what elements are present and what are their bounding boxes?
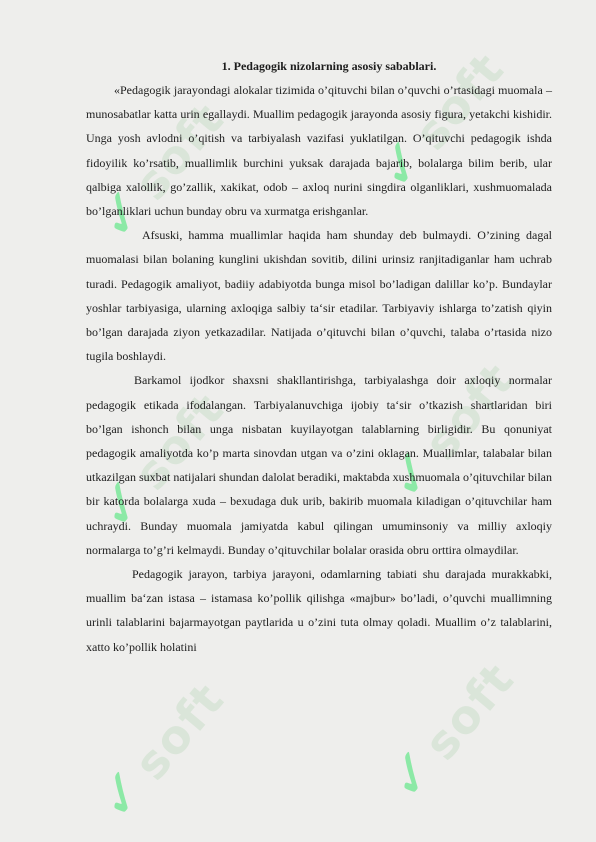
logo-mark-icon: ✓ <box>80 461 165 544</box>
paragraph: Barkamol ijodkor shaxsni shakllantirishga, tarbiyalashga doir axloqiy normalar pedagogik etikada ifodalangan. Tarbiyalanuvchiga ijobiy ta‘sir o’tkazish shartlaridan biri bo’lgan ishonch bilan unga nisbatan kuyilayotgan talablarning birligidir. Bu qonuniyat pedagogik amaliyotda ko’p marta sinovdan utgan va o’zini oklagan. Muallimlar, talabalar bilan utkazilgan suxbat natijalari shundan dalolat beradiki, maktabda xushmuomala o’qituvchilar bilan bir katorda bolalarga xuda – bexudaga duk urib, bakirib muomala kiladigan o’qituvchilar ham uchraydi. Bunday muomala jamiyatda kabul qilingan umuminsoniy va milliy axloqiy normalarga to’g’ri kelmaydi. Bunday o’qituvchilar bolalar orasida obru orttira olmaydilar. <box>86 373 552 557</box>
watermark: ✓soft <box>80 91 235 254</box>
logo-mark-icon: ✓ <box>360 121 445 204</box>
watermark: ✓soft <box>370 651 525 814</box>
watermark: ✓soft <box>80 671 235 834</box>
document-page <box>86 58 552 659</box>
logo-mark-icon: ✓ <box>370 431 455 514</box>
logo-mark-icon: ✓ <box>80 171 165 254</box>
paragraph: «Pedagogik jarayondagi alokalar tizimida o’qituvchi bilan o’quvchi o’rtasidagi muomala – munosabatlar katta urin egallaydi. Muallim pedagogik jarayonda asosiy figura, yetakchi kishidir. Unga yosh avlodni o’qitish va tarbiyalash vazifasi yuklatilgan. O’qituvchi pedagogik ishda fidoyilik ko’rsatib, muallimlik burchini yuksak darajada bajarib, bolalarga bilim berib, ular qalbiga xalollik, go’zallik, xakikat, odob – axloq nurini singdira olganliklari, xushmuomalada bo’lganliklari uchun bunday obru va xurmatga erishganlar. <box>86 83 552 219</box>
watermark: ✓soft <box>360 41 515 204</box>
paragraph: Pedagogik jarayon, tarbiya jarayoni, odamlarning tabiati shu darajada murakkabki, muallim ba‘zan istasa – istamasa ko’pollik qilishga «majbur» bo’ladi, o’quvchi muallimning urinli talablarini bajarmayotgan paytlarida u o’zini tuta olmay qoladi. Muallim o’z talablarini, xatto ko’pollik holatini <box>86 567 552 654</box>
logo-mark-icon: ✓ <box>80 751 165 834</box>
watermark: ✓soft <box>80 381 235 544</box>
section-title: 1. Pedagogik nizolarning asosiy sabablari. <box>221 59 437 73</box>
watermark: ✓soft <box>370 351 525 514</box>
logo-mark-icon: ✓ <box>370 731 455 814</box>
paragraph: Afsuski, hamma muallimlar haqida ham shunday deb bulmaydi. O’zining dagal muomalasi bilan bolaning kunglini ukishdan sovitib, dilini urinsiz ranjitadiganlar ham uchrab turadi. Pedagogik amaliyot, badiiy adabiyotda bunga misol bo’ladigan dalillar ko’p. Bundaylar yoshlar tarbiyasiga, ularning axloqiga salbiy ta‘sir etadilar. Tarbiyaviy ishlarga to’zatish qiyin bo’lgan darajada ziyon yetkazadilar. Natijada o’qituvchi bilan o’quvchi, talaba o’rtasida nizo tugila boshlaydi. <box>86 228 552 364</box>
